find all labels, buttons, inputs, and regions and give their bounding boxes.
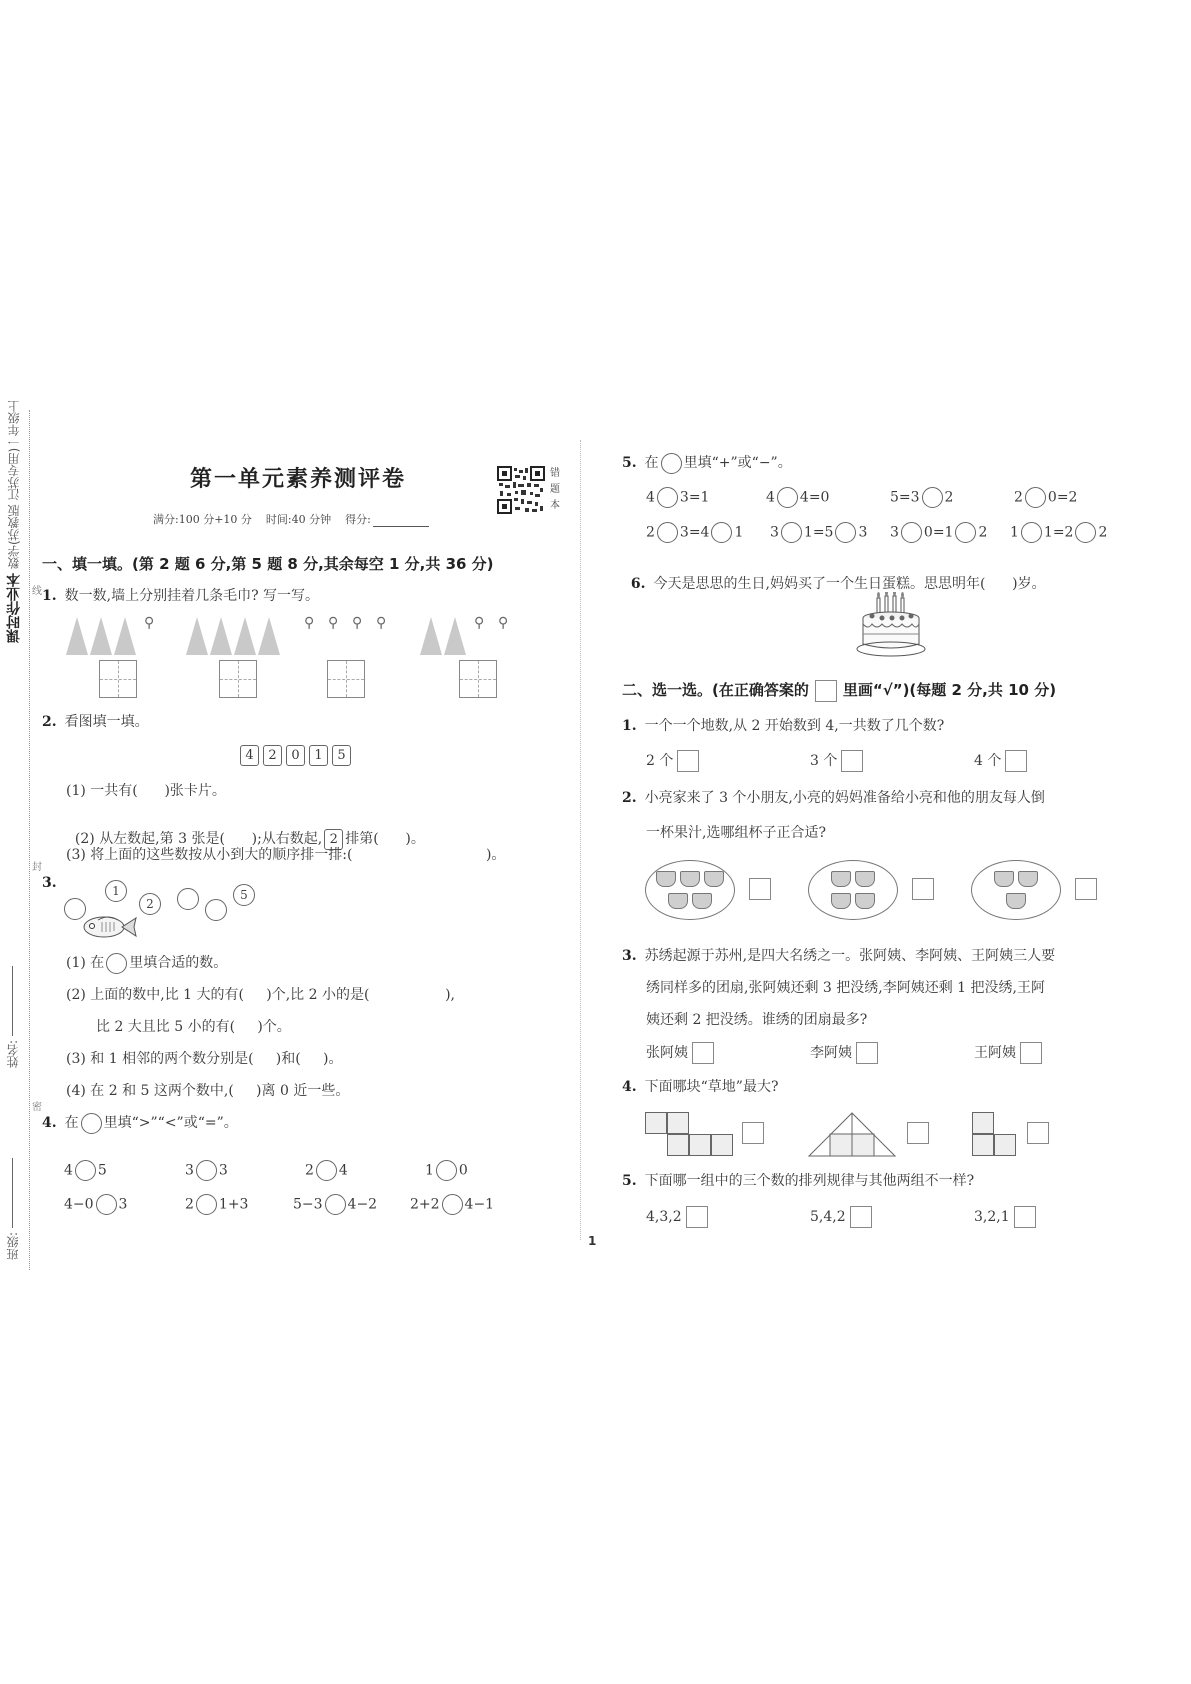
answer-checkbox[interactable] <box>1075 878 1097 900</box>
birthday-cake-icon <box>856 592 926 658</box>
question-1-2-sub1: (1) 一共有( )张卡片。 <box>66 783 226 799</box>
answer-circle[interactable] <box>901 522 922 543</box>
number-card: 2 <box>263 745 282 766</box>
cup-group-3 <box>971 860 1061 920</box>
answer-checkbox[interactable] <box>1027 1122 1049 1144</box>
number-card: 0 <box>286 745 305 766</box>
option-item: 王阿姨 <box>974 1042 1042 1064</box>
cup-icon <box>692 893 712 909</box>
answer-checkbox[interactable] <box>686 1206 708 1228</box>
cup-icon <box>1018 871 1038 887</box>
compare-item: 4−0 3 <box>64 1194 127 1215</box>
operator-item: 2 0=2 <box>1014 487 1077 508</box>
hook-icon: ⚲ <box>352 615 363 631</box>
cup-icon <box>994 871 1014 887</box>
towel-icon <box>90 617 112 655</box>
answer-circle[interactable] <box>325 1194 346 1215</box>
option-item: 张阿姨 <box>646 1042 714 1064</box>
qr-code-icon[interactable] <box>497 466 545 514</box>
question-1-3-sub3: (3) 和 1 相邻的两个数分别是( )和( )。 <box>66 1051 343 1067</box>
answer-circle[interactable] <box>436 1160 457 1181</box>
question-1-5: 5. 在 里填“+”或“−”。 <box>622 452 792 474</box>
page-number: 1 <box>588 1234 597 1248</box>
bubble-number: 2 <box>139 893 161 915</box>
answer-grid-1[interactable] <box>99 660 137 698</box>
book-brand: 课时作业本 <box>6 573 22 644</box>
question-1-3-sub2: (2) 上面的数中,比 1 大的有( )个,比 2 小的是( ), <box>66 987 455 1003</box>
cup-icon <box>831 871 851 887</box>
cup-group-4 <box>808 860 898 920</box>
cup-icon <box>668 893 688 909</box>
answer-checkbox[interactable] <box>677 750 699 772</box>
hook-icon: ⚲ <box>474 615 485 631</box>
question-1-2-sub2: (2) 从左数起,第 3 张是( );从右数起, 2 排第( )。 <box>66 812 425 850</box>
towel-icon <box>66 617 88 655</box>
question-2-2: 2. 小亮家来了 3 个小朋友,小亮的妈妈准备给小亮和他的朋友每人倒 <box>622 790 1045 806</box>
score-label: 得分: <box>345 513 371 526</box>
operator-item: 4 4=0 <box>766 487 829 508</box>
compare-item: 1 0 <box>425 1160 468 1181</box>
answer-circle[interactable] <box>96 1194 117 1215</box>
answer-grid-2[interactable] <box>219 660 257 698</box>
answer-checkbox[interactable] <box>907 1122 929 1144</box>
question-2-4: 4. 下面哪块“草地”最大? <box>622 1079 779 1095</box>
answer-circle[interactable] <box>777 487 798 508</box>
book-subject: 数学(苏教版 江苏专用)一年级上 <box>7 400 21 570</box>
option-item: 李阿姨 <box>810 1042 878 1064</box>
question-2-3: 3. 苏绣起源于苏州,是四大名绣之一。张阿姨、李阿姨、王阿姨三人要 <box>622 948 1056 964</box>
circle-icon <box>106 953 127 974</box>
question-1-6: 6. 今天是思思的生日,妈妈买了一个生日蛋糕。思思明年( )岁。 <box>630 576 1046 592</box>
number-card: 1 <box>309 745 328 766</box>
question-1-3-sub1: (1) 在 里填合适的数。 <box>66 952 227 974</box>
operator-item: 2 3=4 1 <box>646 522 743 543</box>
answer-circle[interactable] <box>196 1160 217 1181</box>
hook-icon: ⚲ <box>328 615 339 631</box>
question-1-2: 2. 看图填一填。 <box>42 714 149 730</box>
towel-icon <box>444 617 466 655</box>
cut-mark-secret: 密 <box>32 1102 42 1113</box>
option-item: 3 个 <box>810 750 863 772</box>
number-card: 5 <box>332 745 351 766</box>
cut-mark-line: 线 <box>32 586 42 597</box>
sidebar-book-info <box>4 400 24 643</box>
cup-icon <box>831 893 851 909</box>
option-item: 4 个 <box>974 750 1027 772</box>
answer-checkbox[interactable] <box>1020 1042 1042 1064</box>
cut-mark-seal: 封 <box>32 862 42 873</box>
answer-checkbox[interactable] <box>841 750 863 772</box>
full-score: 满分:100 分+10 分 <box>153 513 252 526</box>
answer-grid-4[interactable] <box>459 660 497 698</box>
towel-icon <box>258 617 280 655</box>
cup-icon <box>680 871 700 887</box>
question-2-3-line3: 姨还剩 2 把没绣。谁绣的团扇最多? <box>646 1012 868 1028</box>
answer-circle[interactable] <box>955 522 976 543</box>
answer-circle[interactable] <box>196 1194 217 1215</box>
option-item: 5,4,2 <box>810 1206 872 1228</box>
option-item: 4,3,2 <box>646 1206 708 1228</box>
question-2-1: 1. 一个一个地数,从 2 开始数到 4,一共数了几个数? <box>622 718 945 734</box>
answer-circle[interactable] <box>1025 487 1046 508</box>
page-title: 第一单元素养测评卷 <box>190 466 407 492</box>
option-item: 2 个 <box>646 750 699 772</box>
cup-group-5 <box>645 860 735 920</box>
answer-checkbox[interactable] <box>1005 750 1027 772</box>
operator-item: 4 3=1 <box>646 487 709 508</box>
bubble-number: 5 <box>233 884 255 906</box>
question-2-5: 5. 下面哪一组中的三个数的排列规律与其他两组不一样? <box>622 1173 975 1189</box>
answer-checkbox[interactable] <box>692 1042 714 1064</box>
answer-checkbox[interactable] <box>856 1042 878 1064</box>
name-field-label: 姓名: <box>4 928 21 1068</box>
class-field-label: 班级: <box>4 1100 21 1260</box>
answer-circle[interactable] <box>316 1160 337 1181</box>
cup-icon <box>855 893 875 909</box>
answer-circle[interactable] <box>442 1194 463 1215</box>
operator-item: 3 1=5 3 <box>770 522 867 543</box>
question-1-3-sub2-cont: 比 2 大且比 5 小的有( )个。 <box>96 1019 291 1035</box>
answer-checkbox[interactable] <box>742 1122 764 1144</box>
answer-circle[interactable] <box>835 522 856 543</box>
answer-checkbox[interactable] <box>850 1206 872 1228</box>
question-1-1: 1. 数一数,墙上分别挂着几条毛巾? 写一写。 <box>42 588 320 604</box>
compare-item: 2 1+3 <box>185 1194 248 1215</box>
question-1-4: 4. 在 里填“>”“<”或“=”。 <box>42 1112 238 1134</box>
cup-icon <box>704 871 724 887</box>
hook-icon: ⚲ <box>498 615 509 631</box>
compare-item: 3 3 <box>185 1160 228 1181</box>
towel-icon <box>420 617 442 655</box>
compare-item: 5−3 4−2 <box>293 1194 377 1215</box>
bubble-blank[interactable] <box>177 888 199 910</box>
cup-icon <box>656 871 676 887</box>
answer-circle[interactable] <box>1021 522 1042 543</box>
operator-item: 1 1=2 2 <box>1010 522 1107 543</box>
cup-icon <box>1006 893 1026 909</box>
exam-info <box>153 511 429 527</box>
question-1-3: 3. <box>42 875 57 891</box>
towel-icon <box>210 617 232 655</box>
qr-label: 错题本 <box>550 468 560 511</box>
answer-circle[interactable] <box>657 487 678 508</box>
operator-item: 3 0=1 2 <box>890 522 987 543</box>
time-limit: 时间:40 分钟 <box>265 513 332 526</box>
question-2-3-line2: 绣同样多的团扇,张阿姨还剩 3 把没绣,李阿姨还剩 1 把没绣,王阿 <box>646 980 1045 996</box>
column-divider <box>580 440 581 1240</box>
circle-icon <box>661 453 682 474</box>
number-cards <box>238 744 353 766</box>
towel-icon <box>114 617 136 655</box>
answer-checkbox[interactable] <box>912 878 934 900</box>
option-item: 3,2,1 <box>974 1206 1036 1228</box>
operator-item: 5=3 2 <box>890 487 953 508</box>
number-card: 2 <box>324 829 343 850</box>
answer-circle[interactable] <box>781 522 802 543</box>
towel-icon <box>234 617 256 655</box>
answer-circle[interactable] <box>75 1160 96 1181</box>
grass-shape-2 <box>808 1112 896 1158</box>
binding-cut-line <box>29 410 30 1270</box>
cup-icon <box>855 871 875 887</box>
section-heading-choose: 二、选一选。(在正确答案的 里画“√”)(每题 2 分,共 10 分) <box>622 679 1056 702</box>
number-card: 4 <box>240 745 259 766</box>
answer-checkbox[interactable] <box>1014 1206 1036 1228</box>
hook-icon: ⚲ <box>144 615 155 631</box>
question-2-2-line2: 一杯果汁,选哪组杯子正合适? <box>646 825 826 841</box>
score-input[interactable] <box>373 516 429 527</box>
answer-checkbox[interactable] <box>749 878 771 900</box>
answer-circle[interactable] <box>711 522 732 543</box>
compare-item: 2 4 <box>305 1160 348 1181</box>
circle-icon <box>81 1113 102 1134</box>
fish-icon <box>80 910 138 942</box>
bubble-blank[interactable] <box>205 899 227 921</box>
answer-circle[interactable] <box>657 522 678 543</box>
hook-icon: ⚲ <box>376 615 387 631</box>
bubble-number: 1 <box>105 880 127 902</box>
question-1-3-sub4: (4) 在 2 和 5 这两个数中,( )离 0 近一些。 <box>66 1083 350 1099</box>
answer-circle[interactable] <box>1075 522 1096 543</box>
hook-icon: ⚲ <box>304 615 315 631</box>
answer-grid-3[interactable] <box>327 660 365 698</box>
compare-item: 4 5 <box>64 1160 107 1181</box>
section-heading-fill: 一、填一填。(第 2 题 6 分,第 5 题 8 分,其余每空 1 分,共 36 分) <box>42 555 494 573</box>
towel-icon <box>186 617 208 655</box>
question-1-2-sub3: (3) 将上面的这些数按从小到大的顺序排一排:( )。 <box>66 847 506 863</box>
compare-item: 2+2 4−1 <box>410 1194 494 1215</box>
checkbox-example-icon <box>815 680 837 702</box>
answer-circle[interactable] <box>922 487 943 508</box>
